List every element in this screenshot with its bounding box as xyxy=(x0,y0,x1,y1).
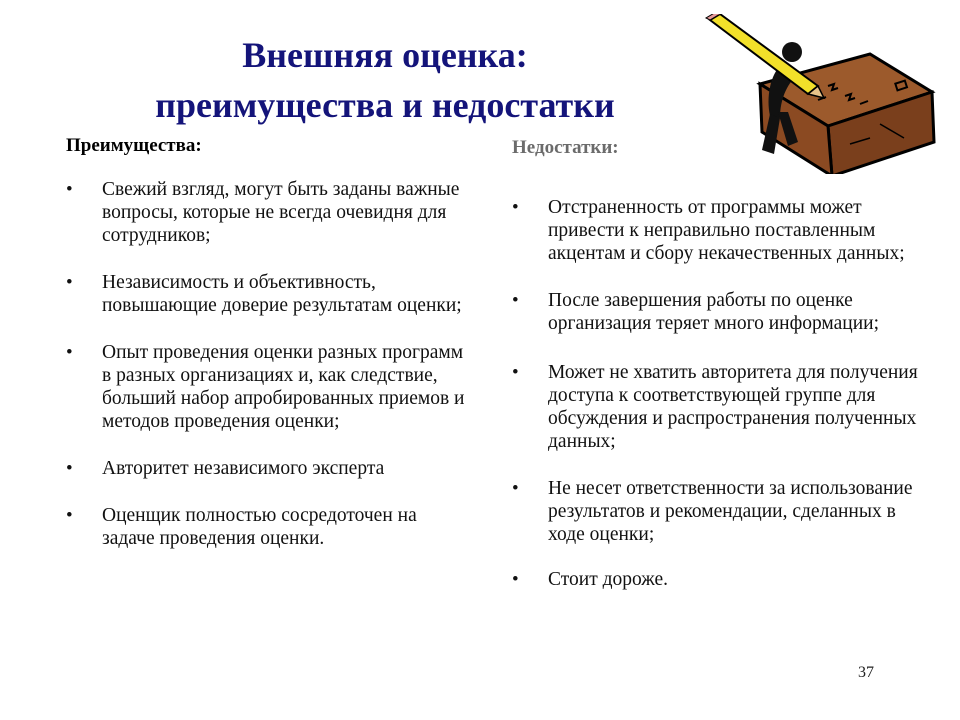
list-item xyxy=(512,196,932,265)
list-item xyxy=(512,289,932,335)
list-item xyxy=(66,178,466,247)
disadvantage-text: Может не хватить авторитета для получения доступа к соответствующей группе для обсуждения и распространения полученных данных; xyxy=(548,362,918,452)
list-item xyxy=(512,361,932,453)
page-number: 37 xyxy=(858,664,874,681)
bullet-icon: • xyxy=(66,458,73,479)
advantage-text: Авторитет независимого эксперта xyxy=(102,458,385,479)
disadvantages-list xyxy=(512,196,932,591)
advantage-text: Оценщик полностью сосредоточен на задаче проведения оценки. xyxy=(102,505,417,549)
advantages-list xyxy=(66,178,466,550)
list-item xyxy=(66,504,466,550)
list-item xyxy=(512,477,932,546)
bullet-icon: • xyxy=(512,478,519,499)
disadvantage-text: Стоит дороже. xyxy=(548,569,669,590)
advantage-text: Свежий взгляд, могут быть заданы важные вопросы, которые не всегда очевидня для сотрудников; xyxy=(102,179,460,246)
advantages-heading: Преимущества: xyxy=(66,135,202,156)
list-item xyxy=(66,457,466,480)
list-item xyxy=(66,341,466,433)
disadvantage-text: Отстраненность от программы может привести к неправильно поставленным акцентам и сбору некачественных данных; xyxy=(548,197,905,264)
bullet-icon: • xyxy=(66,342,73,363)
slide-title xyxy=(80,30,690,130)
disadvantage-text: После завершения работы по оценке организация теряет много информации; xyxy=(548,290,880,334)
bullet-icon: • xyxy=(512,290,519,311)
list-item xyxy=(66,271,466,317)
bullet-icon: • xyxy=(66,505,73,526)
bullet-icon: • xyxy=(512,362,519,383)
advantage-text: Опыт проведения оценки разных программ в разных организациях и, как следствие, больший набор апробированных приемов и методов проведения оценки; xyxy=(102,342,465,432)
advantage-text: Независимость и объективность, повышающие доверие результатам оценки; xyxy=(102,272,462,316)
slide-title-line-2: преимущества и недостатки xyxy=(155,85,615,125)
disadvantage-text: Не несет ответственности за использование результатов и рекомендации, сделанных в ходе оценки; xyxy=(548,478,913,545)
bullet-icon: • xyxy=(512,569,519,590)
list-item xyxy=(512,568,932,591)
disadvantages-heading: Недостатки: xyxy=(512,137,619,158)
bullet-icon: • xyxy=(66,272,73,293)
bullet-icon: • xyxy=(512,197,519,218)
bullet-icon: • xyxy=(66,179,73,200)
figure-writing-on-box-icon xyxy=(700,14,940,174)
slide-title-line-1: Внешняя оценка: xyxy=(242,35,528,75)
